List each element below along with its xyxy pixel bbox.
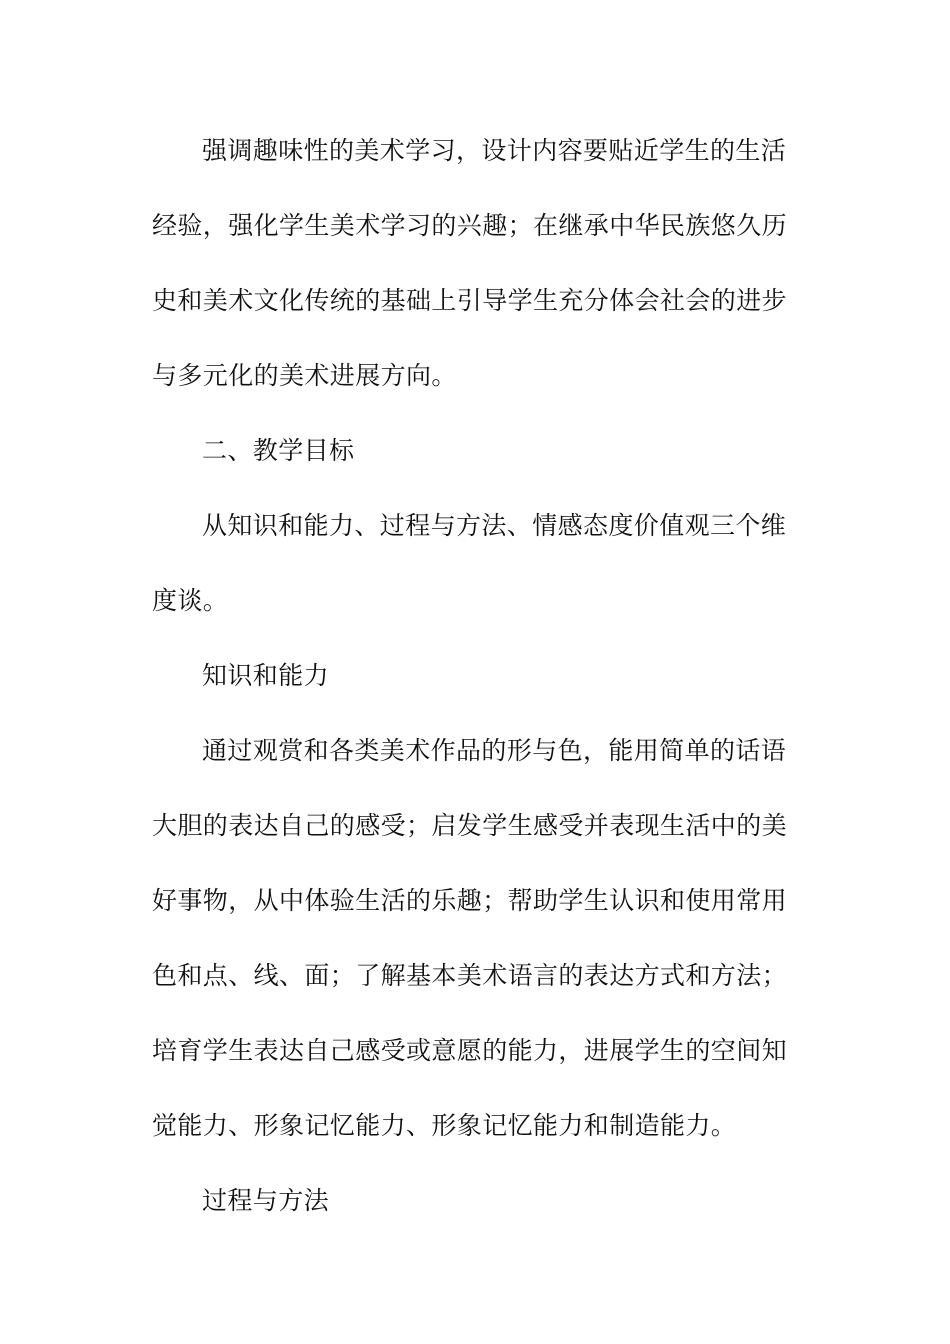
paragraph-line: 与多元化的美术进展方向。 [152, 361, 457, 390]
subsection-heading: 过程与方法 [202, 1186, 330, 1215]
section-heading: 二、教学目标 [202, 436, 355, 465]
paragraph-line: 通过观赏和各类美术作品的形与色，能用简单的话语 [202, 736, 787, 765]
paragraph-line: 度谈。 [152, 586, 229, 615]
paragraph-line: 色和点、线、面；了解基本美术语言的表达方式和方法； [152, 961, 788, 990]
paragraph-line: 好事物，从中体验生活的乐趣；帮助学生认识和使用常用 [152, 886, 788, 915]
paragraph-line: 培育学生表达自己感受或意愿的能力，进展学生的空间知 [152, 1036, 788, 1065]
paragraph-line: 大胆的表达自己的感受；启发学生感受并表现生活中的美 [152, 811, 788, 840]
paragraph-line: 经验，强化学生美术学习的兴趣；在继承中华民族悠久历 [152, 211, 788, 240]
paragraph-line: 强调趣味性的美术学习，设计内容要贴近学生的生活 [202, 136, 787, 165]
subsection-heading: 知识和能力 [202, 661, 330, 690]
paragraph-line: 觉能力、形象记忆能力、形象记忆能力和制造能力。 [152, 1111, 737, 1140]
document-body [152, 113, 792, 1238]
paragraph-line: 史和美术文化传统的基础上引导学生充分体会社会的进步 [152, 286, 788, 315]
paragraph-line: 从知识和能力、过程与方法、情感态度价值观三个维 [202, 511, 787, 540]
